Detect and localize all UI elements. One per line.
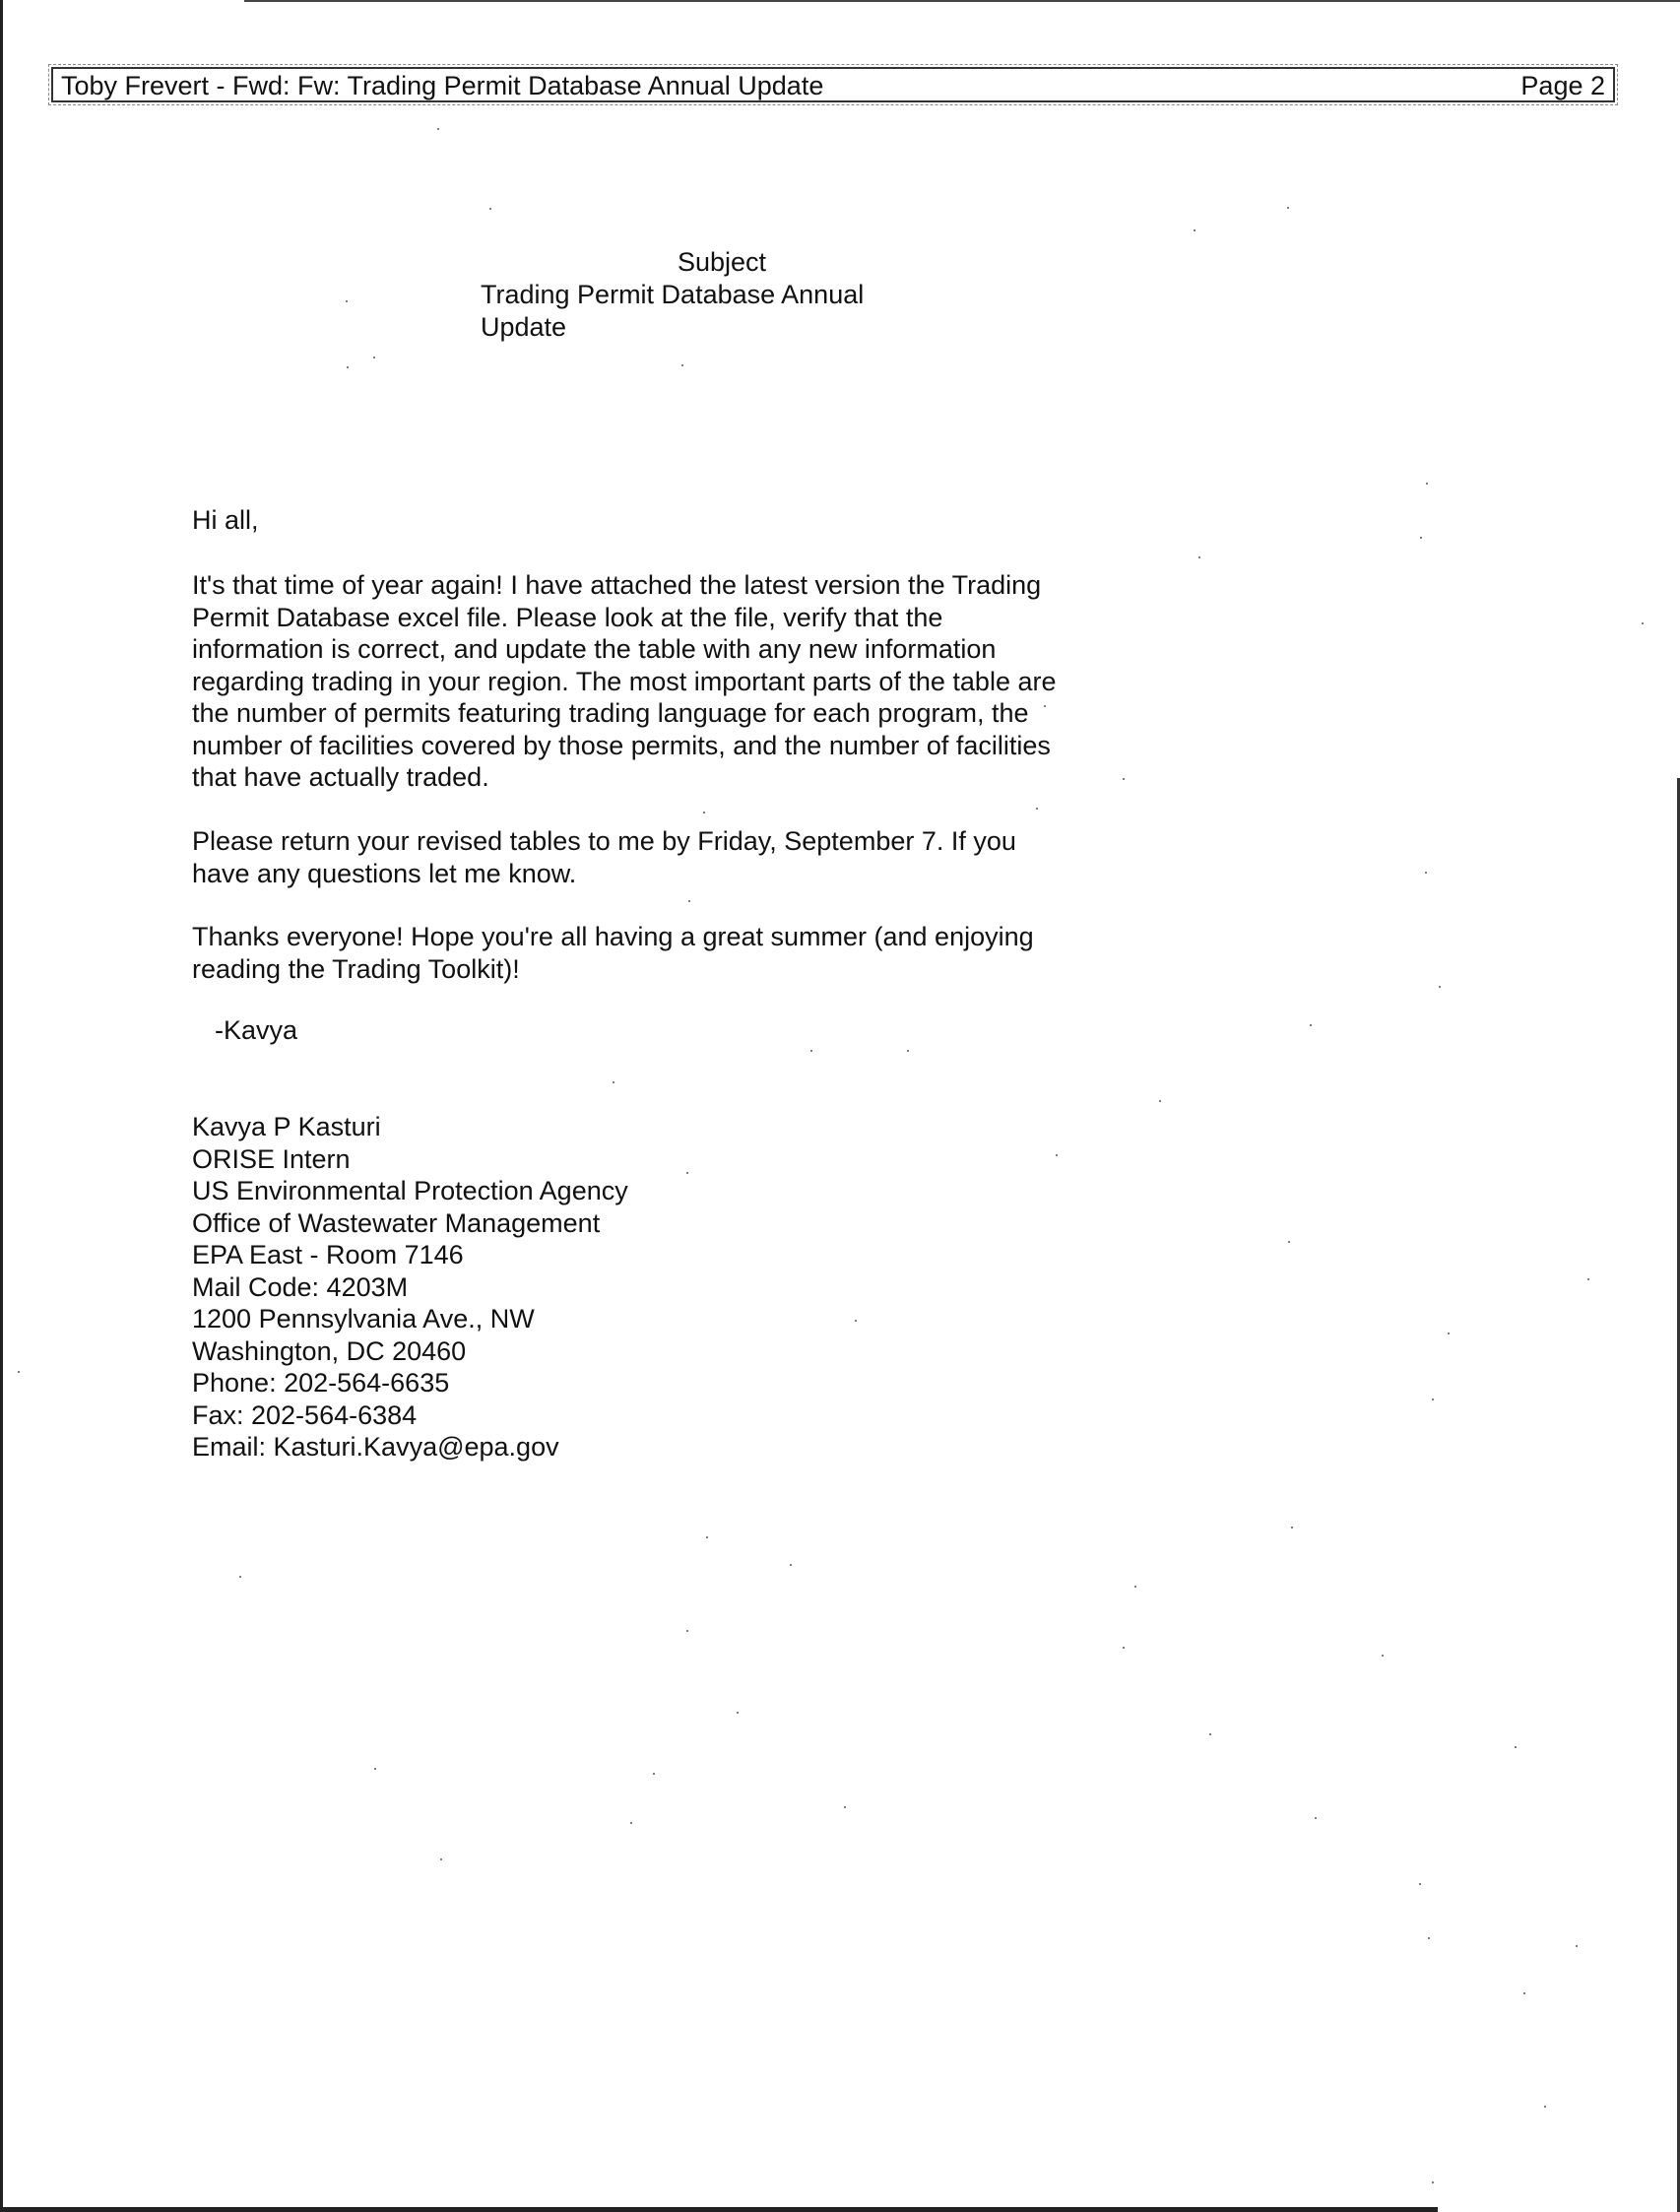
scan-speck: [613, 1081, 614, 1083]
scan-speck: [1432, 1399, 1434, 1400]
scan-speck: [1123, 778, 1125, 780]
scan-speck: [907, 1050, 909, 1052]
scan-speck: [1198, 556, 1200, 558]
scan-speck: [681, 364, 683, 366]
subject-block: [481, 246, 914, 344]
scan-speck: [1288, 1241, 1290, 1243]
header-title: Toby Frevert - Fwd: Fw: Trading Permit Database Annual Update: [61, 71, 824, 100]
signature-role: ORISE Intern: [192, 1143, 351, 1174]
bottom-border: [0, 2207, 1438, 2212]
scan-speck: [630, 1822, 632, 1824]
scan-speck: [844, 1806, 846, 1808]
sign-off: -Kavya: [215, 1015, 298, 1045]
scan-speck: [1544, 2106, 1546, 2108]
scan-speck: [1439, 986, 1441, 988]
scan-speck: [1056, 1154, 1058, 1156]
scan-speck: [1209, 1733, 1211, 1735]
scan-speck: [1576, 1945, 1578, 1947]
scan-speck: [1426, 483, 1428, 485]
page-number: Page 2: [1520, 71, 1605, 100]
scan-speck: [1428, 1937, 1430, 1939]
scan-speck: [1642, 622, 1644, 624]
signature-fax: Fax: 202-564-6384: [192, 1399, 418, 1430]
scan-speck: [1587, 1278, 1589, 1280]
signature-block: [192, 1111, 628, 1464]
scan-speck: [1287, 207, 1289, 209]
message-paragraph-2: Please return your revised tables to me by Friday, September 7. If you have any questions let me know.: [192, 826, 1016, 888]
scan-speck: [790, 1564, 792, 1566]
scan-speck: [1523, 1992, 1525, 1994]
signature-room: EPA East - Room 7146: [192, 1240, 464, 1269]
scan-speck: [653, 1773, 655, 1775]
scan-speck: [1448, 1333, 1450, 1334]
scan-speck: [1315, 1817, 1317, 1819]
scan-speck: [1382, 1655, 1384, 1657]
greeting: Hi all,: [192, 505, 259, 535]
scan-speck: [737, 1712, 739, 1714]
signature-phone: Phone: 202-564-6635: [192, 1368, 450, 1398]
scan-speck: [346, 300, 348, 302]
subject-text: Trading Permit Database Annual Update: [481, 280, 865, 342]
scan-speck: [1419, 1883, 1421, 1885]
message-paragraph-3: Thanks everyone! Hope you're all having a great summer (and enjoying reading the Trading Toolkit)!: [192, 922, 1034, 984]
scan-speck: [437, 128, 439, 130]
scan-speck: [855, 1320, 857, 1322]
signature-agency: US Environmental Protection Agency: [192, 1176, 628, 1205]
message-paragraph-1: It's that time of year again! I have attached the latest version the Trading Permit Database excel file. Please look at the file, verify that the information is correct, and update the table with any new information regarding trading in your region. The most important parts of the table are the number of permits featuring trading language for each program, the number of facilities covered by those permits, and the number of facilities that have actually traded.: [192, 570, 1057, 792]
scan-speck: [688, 900, 690, 902]
scan-speck: [1123, 1647, 1125, 1649]
signature-name: Kavya P Kasturi: [192, 1112, 381, 1141]
scan-speck: [489, 208, 491, 210]
scan-speck: [1159, 1100, 1161, 1102]
scan-speck: [1425, 872, 1427, 874]
scan-speck: [1291, 1527, 1293, 1529]
scan-speck: [686, 1172, 688, 1174]
scan-speck: [440, 1858, 442, 1860]
scan-speck: [1044, 705, 1046, 707]
signature-email: Email: Kasturi.Kavya@epa.gov: [192, 1432, 559, 1462]
scan-speck: [239, 1576, 241, 1578]
scan-speck: [18, 1371, 20, 1373]
signature-street: 1200 Pennsylvania Ave., NW: [192, 1304, 535, 1334]
scan-speck: [1194, 229, 1195, 231]
scan-speck: [373, 357, 375, 358]
scan-speck: [347, 366, 349, 368]
scan-speck: [1310, 1024, 1312, 1026]
subject-label: Subject: [678, 247, 767, 277]
scan-speck: [1134, 1586, 1136, 1588]
signature-office: Office of Wastewater Management: [192, 1207, 601, 1238]
scan-speck: [1515, 1746, 1517, 1748]
signature-mail-code: Mail Code: 4203M: [192, 1271, 409, 1302]
left-border: [0, 0, 3, 2212]
scan-speck: [1420, 537, 1422, 539]
print-header: [51, 67, 1615, 102]
scan-speck: [1036, 808, 1038, 810]
scan-speck: [686, 1630, 688, 1632]
scan-speck: [706, 1536, 708, 1538]
scan-speck: [1432, 2181, 1434, 2183]
signature-city: Washington, DC 20460: [192, 1335, 467, 1366]
scan-speck: [703, 812, 705, 813]
scan-speck: [810, 1050, 812, 1052]
top-border: [244, 0, 1680, 2]
scan-speck: [374, 1768, 376, 1770]
